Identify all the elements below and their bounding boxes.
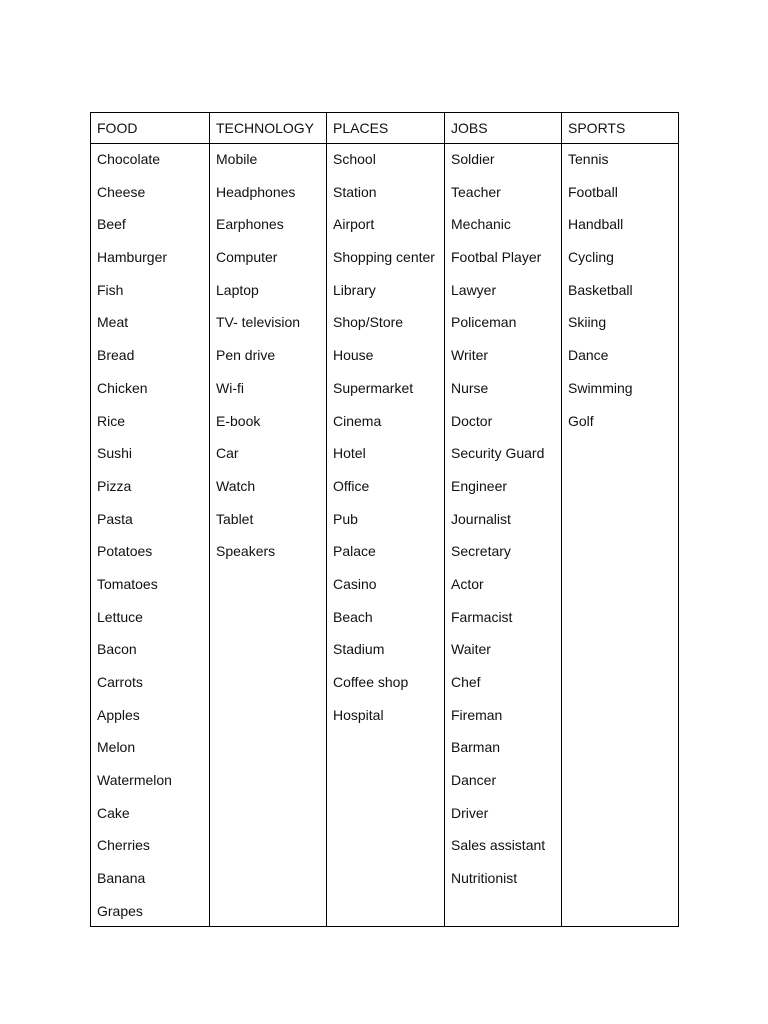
list-item: Cinema [333,412,382,429]
list-item: Policeman [451,314,517,331]
list-item: Engineer [451,477,508,494]
list-item: Banana [97,870,146,887]
column-items-places [327,144,444,732]
list-item: Teacher [451,183,501,200]
list-item: Cake [97,804,130,821]
list-item: Headphones [216,183,296,200]
column-food [91,113,209,926]
list-item: Bacon [97,641,137,658]
column-header-sports: SPORTS [562,113,678,144]
list-item: Computer [216,249,278,266]
list-item: Grapes [97,902,143,919]
list-item: Cherries [97,837,150,854]
list-item: Driver [451,804,489,821]
list-item: Dancer [451,772,497,789]
list-item: School [333,151,376,167]
list-item: Nurse [451,379,489,396]
column-items-food [91,144,209,929]
list-item: House [333,347,374,364]
column-technology [209,113,326,926]
list-item: TV- television [216,314,301,331]
column-jobs [444,113,561,926]
list-item: Library [333,281,376,298]
list-item: Palace [333,543,376,560]
column-header-food: FOOD [91,113,209,144]
list-item: Casino [333,575,377,592]
list-item: Writer [451,347,489,364]
list-item: Earphones [216,216,284,233]
list-item: Hamburger [97,249,168,266]
column-items-sports [562,144,678,438]
list-item: Beef [97,216,126,233]
list-item: Tablet [216,510,254,527]
list-item: Lawyer [451,281,497,298]
list-item: Football [568,183,618,200]
column-places [326,113,444,926]
list-item: Handball [568,216,624,233]
list-item: Dance [568,347,609,364]
list-item: Car [216,445,239,462]
list-item: Security Guard [451,445,545,462]
list-item: Stadium [333,641,385,658]
list-item: Bread [97,347,135,364]
list-item: Pub [333,510,358,527]
column-header-technology: TECHNOLOGY [210,113,326,144]
list-item: Watch [216,477,256,494]
list-item: Basketball [568,281,633,298]
list-item: Cheese [97,183,146,200]
list-item: Journalist [451,510,511,527]
list-item: Tomatoes [97,575,158,592]
list-item: Waiter [451,641,491,658]
list-item: Lettuce [97,608,143,625]
list-item: Shop/Store [333,314,404,331]
list-item: Shopping center [333,249,435,266]
list-item: Station [333,183,377,200]
list-item: Skiing [568,314,607,331]
list-item: Cycling [568,249,614,266]
list-item: Speakers [216,543,276,560]
vocabulary-table [90,112,679,927]
list-item: Coffee shop [333,674,409,690]
column-sports [561,113,678,926]
column-items-technology [210,144,326,569]
list-item: Office [333,477,370,494]
list-item: Soldier [451,151,495,167]
list-item: Wi-fi [216,379,244,396]
list-item: Mechanic [451,216,511,233]
list-item: Footbal Player [451,249,542,266]
list-item: Secretary [451,543,511,560]
list-item: Fish [97,281,124,298]
list-item: Chicken [97,379,148,396]
list-item: Watermelon [97,772,172,789]
list-item: Farmacist [451,608,513,625]
list-item: Pizza [97,477,132,494]
list-item: Potatoes [97,543,153,560]
list-item: Sushi [97,445,133,462]
list-item: Melon [97,739,136,756]
list-item: Tennis [568,151,609,167]
list-item: Pasta [97,510,133,527]
list-item: Laptop [216,281,259,298]
list-item: Golf [568,412,594,429]
list-item: Chef [451,674,481,690]
column-items-jobs [445,144,561,896]
list-item: Airport [333,216,375,233]
list-item: Chocolate [97,151,161,167]
list-item: Pen drive [216,347,276,364]
list-item: E-book [216,412,261,429]
list-item: Meat [97,314,129,331]
list-item: Fireman [451,706,503,723]
list-item: Rice [97,412,126,429]
column-header-jobs: JOBS [445,113,561,144]
list-item: Supermarket [333,379,414,396]
list-item: Carrots [97,674,143,690]
list-item: Swimming [568,379,633,396]
list-item: Hotel [333,445,366,462]
column-header-places: PLACES [327,113,444,144]
list-item: Hospital [333,706,384,723]
list-item: Apples [97,706,140,723]
list-item: Barman [451,739,501,756]
list-item: Nutritionist [451,870,518,887]
list-item: Sales assistant [451,837,546,854]
list-item: Mobile [216,151,258,167]
list-item: Beach [333,608,373,625]
list-item: Doctor [451,412,493,429]
list-item: Actor [451,575,484,592]
